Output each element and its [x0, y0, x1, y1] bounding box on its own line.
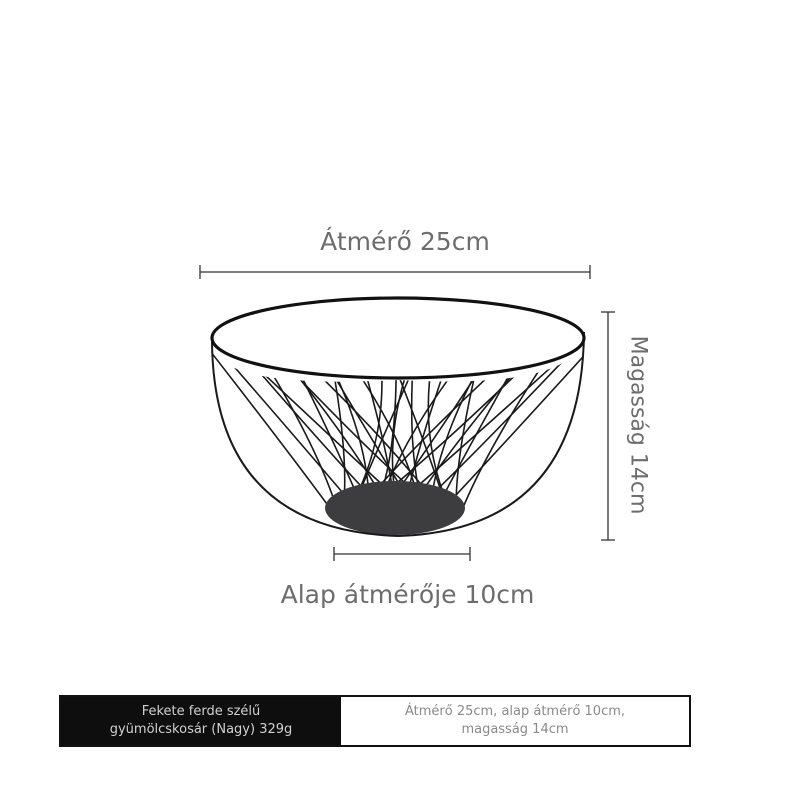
product-spec-panel	[341, 697, 689, 745]
product-info-bar	[59, 695, 691, 747]
basket-base-disk	[325, 481, 465, 535]
basket-wire	[200, 338, 335, 515]
height-label: Magasság 14cm	[625, 335, 651, 515]
product-spec-line-2: magasság 14cm	[461, 722, 569, 737]
product-name-line-1: Fekete ferde szélű	[141, 704, 261, 719]
basket-wire	[212, 341, 361, 515]
basket-wire	[273, 319, 366, 515]
product-name-panel	[61, 697, 341, 745]
diameter-label: Átmérő 25cm	[320, 227, 490, 256]
product-name-line-2: gyümölcskosár (Nagy) 329g	[109, 722, 293, 737]
basket-rim	[212, 298, 584, 378]
base-diameter-label: Alap átmérője 10cm	[280, 580, 535, 609]
basket-wire	[261, 354, 339, 515]
basket-wire	[433, 322, 539, 515]
product-spec-line-1: Átmérő 25cm, alap átmérő 10cm,	[404, 704, 626, 719]
